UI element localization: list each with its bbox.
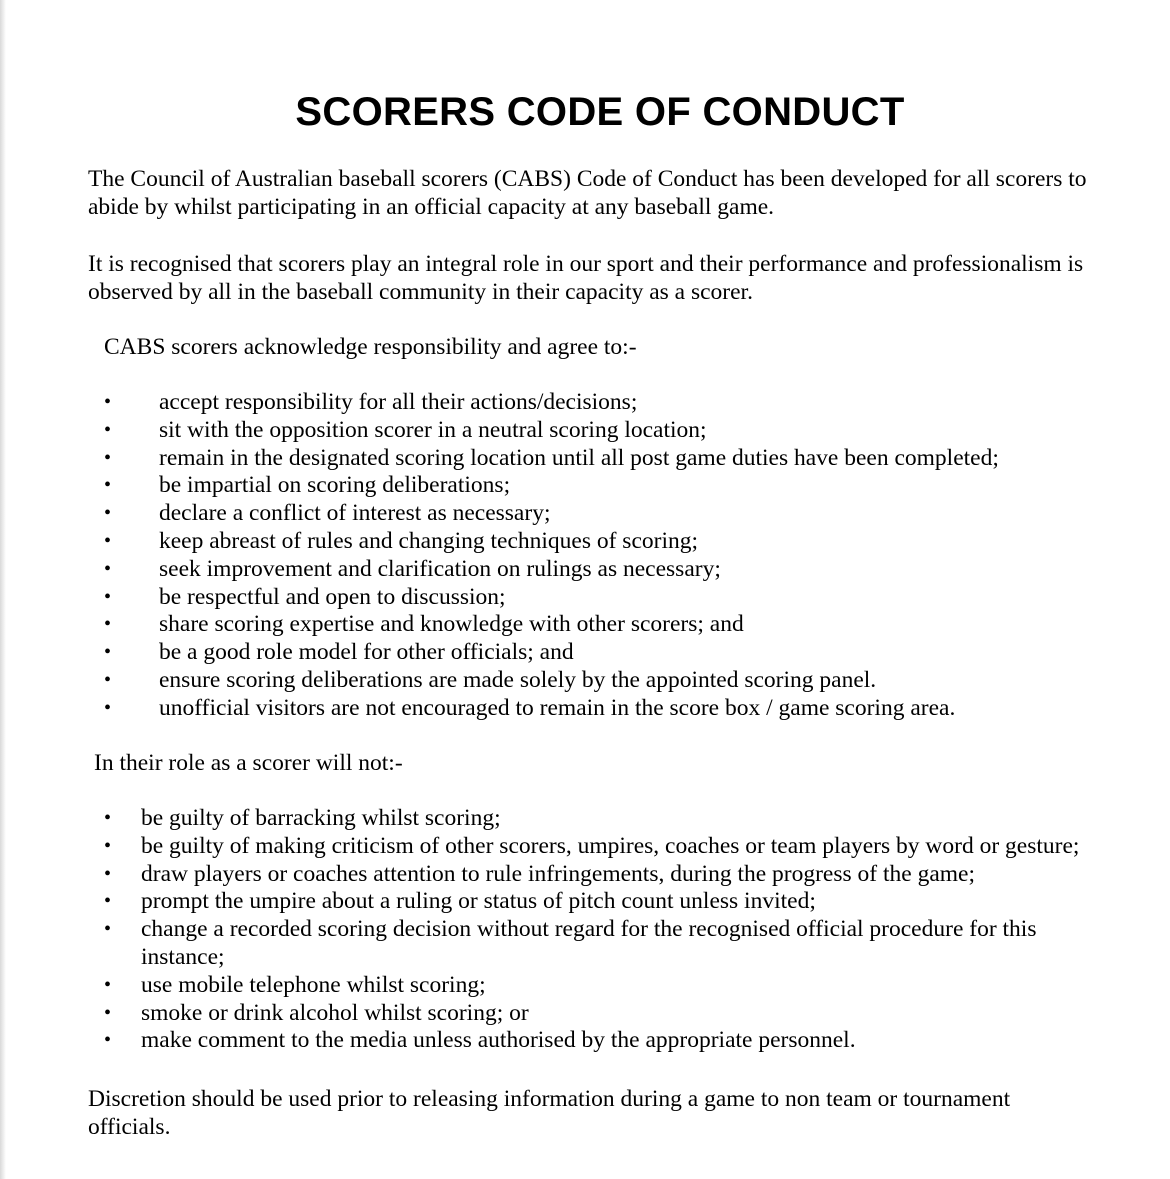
list-item (0, 805, 1160, 833)
list-item (0, 916, 1160, 972)
list-item (0, 445, 1160, 473)
closing-paragraph: Discretion should be used prior to releasing information during a game to non team or tournament officials. (88, 1086, 1011, 1140)
list-item (0, 584, 1160, 612)
list-item-text: share scoring expertise and knowledge with other scorers; and (159, 611, 744, 638)
list-item-text: be impartial on scoring deliberations; (159, 472, 511, 499)
bullet-icon: • (104, 557, 112, 580)
list-item (0, 972, 1160, 1000)
list-item-text: unofficial visitors are not encouraged to remain in the score box / game scoring area. (159, 694, 956, 721)
list-item-text: be a good role model for other officials; and (159, 639, 574, 666)
list-item-text: seek improvement and clarification on rulings as necessary; (159, 555, 721, 582)
list-item (0, 639, 1160, 667)
list-item-text: draw players or coaches attention to rule infringements, during the progress of the game; (141, 860, 975, 887)
bullet-icon: • (104, 613, 112, 636)
list-item (0, 861, 1160, 889)
bullet-icon: • (104, 890, 112, 913)
list-item-text: use mobile telephone whilst scoring; (141, 971, 486, 998)
list-item (0, 611, 1160, 639)
bullet-icon: • (104, 391, 112, 413)
will-not-list (0, 805, 1160, 1055)
role-paragraph: It is recognised that scorers play an integral role in our sport and their performance and professionalism is observed by all in the baseball community in their capacity as a scorer. (88, 251, 1084, 305)
list-item-text: sit with the opposition scorer in a neutral scoring location; (159, 416, 707, 443)
list-item (0, 472, 1160, 500)
list-item-text: accept responsibility for all their actions/decisions; (159, 389, 638, 415)
list-item (0, 417, 1160, 445)
page-title: SCORERS CODE OF CONDUCT (295, 90, 905, 134)
list-item (0, 528, 1160, 556)
bullet-icon: • (104, 585, 112, 608)
bullet-icon: • (104, 474, 112, 497)
bullet-icon: • (104, 862, 112, 885)
list-item-text: ensure scoring deliberations are made solely by the appointed scoring panel. (159, 666, 877, 693)
agree-heading: CABS scorers acknowledge responsibility and agree to:- (104, 334, 637, 360)
bullet-icon: • (104, 668, 112, 691)
agree-list (0, 389, 1160, 723)
list-item (0, 556, 1160, 584)
list-item (0, 667, 1160, 695)
list-item-text: be respectful and open to discussion; (159, 583, 506, 610)
intro-paragraph: The Council of Australian baseball scorers (CABS) Code of Conduct has been developed for all scorers to abide by whilst participating in an official capacity at any baseball game. (88, 166, 1087, 220)
bullet-icon: • (104, 502, 112, 525)
bullet-icon: • (104, 807, 112, 829)
bullet-icon: • (104, 1001, 112, 1024)
will-not-heading: In their role as a scorer will not:- (94, 750, 403, 776)
list-item (0, 500, 1160, 528)
list-item-text: make comment to the media unless authorised by the appropriate personnel. (141, 1027, 856, 1054)
bullet-icon: • (104, 918, 112, 941)
list-item-text: be guilty of making criticism of other scorers, umpires, coaches or team players by word or gesture; (141, 832, 1080, 859)
list-item (0, 695, 1160, 723)
bullet-icon: • (104, 446, 112, 469)
list-item (0, 1027, 1160, 1055)
list-item-text: be guilty of barracking whilst scoring; (141, 805, 501, 831)
list-item-text: declare a conflict of interest as necessary; (159, 500, 551, 527)
list-item (0, 1000, 1160, 1028)
bullet-icon: • (104, 696, 112, 719)
list-item-text: remain in the designated scoring location until all post game duties have been completed; (159, 444, 999, 471)
bullet-icon: • (104, 1029, 112, 1052)
bullet-icon: • (104, 641, 112, 664)
list-item (0, 389, 1160, 417)
list-item-text: change a recorded scoring decision without regard for the recognised official procedure for this instance; (141, 916, 1037, 970)
bullet-icon: • (104, 529, 112, 552)
list-item (0, 888, 1160, 916)
list-item-text: prompt the umpire about a ruling or status of pitch count unless invited; (141, 888, 816, 915)
bullet-icon: • (104, 973, 112, 996)
list-item-text: keep abreast of rules and changing techniques of scoring; (159, 527, 699, 554)
list-item (0, 833, 1160, 861)
list-item-text: smoke or drink alcohol whilst scoring; or (141, 999, 529, 1026)
bullet-icon: • (104, 418, 112, 441)
bullet-icon: • (104, 834, 112, 857)
